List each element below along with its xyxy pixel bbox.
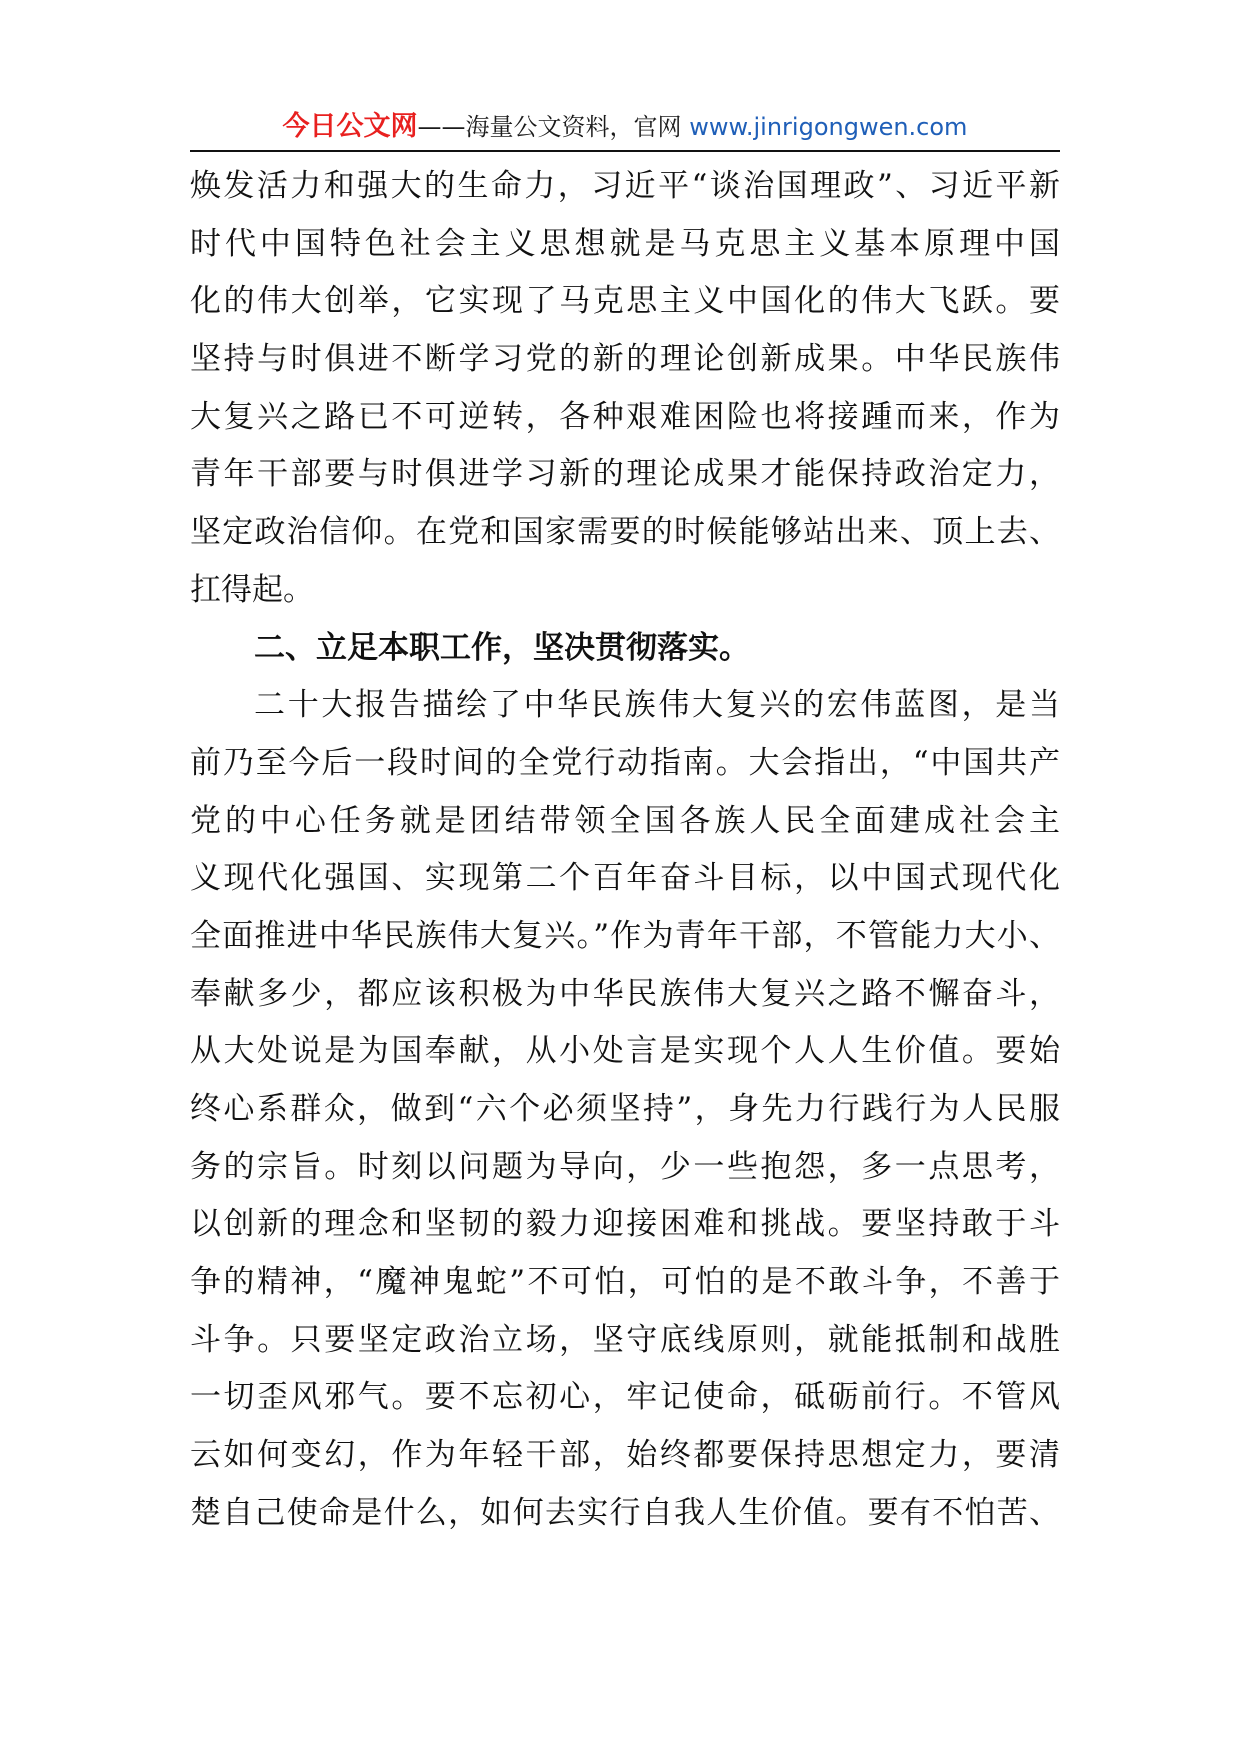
section-heading: 二、立足本职工作，坚决贯彻落实。 [254, 629, 750, 666]
text-line: 时代中国特色社会主义思想就是马克思主义基本原理中国 [190, 225, 1060, 262]
site-header [190, 104, 1060, 150]
text-line: 党的中心任务就是团结带领全国各族人民全面建成社会主 [190, 802, 1060, 839]
document-body [190, 158, 1060, 1543]
text-line: 以创新的理念和坚韧的毅力迎接困难和挑战。要坚持敢于斗 [190, 1206, 1060, 1243]
text-line: 终心系群众，做到“六个必须坚持”，身先力行践行为人民服 [190, 1091, 1060, 1127]
site-url-link[interactable]: www.jinrigongwen.com [689, 113, 968, 141]
text-line: 一切歪风邪气。要不忘初心，牢记使命，砥砺前行。不管风 [190, 1379, 1060, 1416]
text-line: 前乃至今后一段时间的全党行动指南。大会指出，“中国共产 [190, 744, 1060, 781]
text-line: 义现代化强国、实现第二个百年奋斗目标，以中国式现代化 [190, 860, 1060, 897]
text-line: 青年干部要与时俱进学习新的理论成果才能保持政治定力， [190, 456, 1060, 493]
text-line: 坚定政治信仰。在党和国家需要的时候能够站出来、顶上去、 [190, 514, 1060, 551]
text-line: 坚持与时俱进不断学习党的新的理论创新成果。中华民族伟 [190, 341, 1060, 378]
text-line: 大复兴之路已不可逆转，各种艰难困险也将接踵而来，作为 [190, 398, 1060, 435]
text-line: 二十大报告描绘了中华民族伟大复兴的宏伟蓝图，是当 [254, 687, 1060, 724]
text-line: 云如何变幻，作为年轻干部，始终都要保持思想定力，要清 [190, 1437, 1060, 1474]
text-line: 化的伟大创举，它实现了马克思主义中国化的伟大飞跃。要 [190, 283, 1060, 320]
text-line: 争的精神，“魔神鬼蛇”不可怕，可怕的是不敢斗争，不善于 [190, 1264, 1060, 1301]
text-line: 从大处说是为国奉献，从小处言是实现个人人生价值。要始 [190, 1033, 1060, 1070]
text-line: 楚自己使命是什么，如何去实行自我人生价值。要有不怕苦、 [190, 1494, 1060, 1531]
text-line: 全面推进中华民族伟大复兴。”作为青年干部，不管能力大小、 [190, 917, 1060, 954]
header-rule [190, 150, 1060, 152]
site-brand: 今日公文网 [282, 111, 418, 142]
site-tagline: ——海量公文资料，官网 [417, 113, 690, 141]
text-line: 扛得起。 [190, 571, 314, 608]
text-line: 奉献多少，都应该积极为中华民族伟大复兴之路不懈奋斗， [190, 975, 1060, 1012]
text-line: 斗争。只要坚定政治立场，坚守底线原则，就能抵制和战胜 [190, 1321, 1060, 1358]
text-line: 务的宗旨。时刻以问题为导向，少一些抱怨，多一点思考， [190, 1148, 1060, 1185]
text-line: 焕发活力和强大的生命力，习近平“谈治国理政”、习近平新 [190, 168, 1060, 204]
